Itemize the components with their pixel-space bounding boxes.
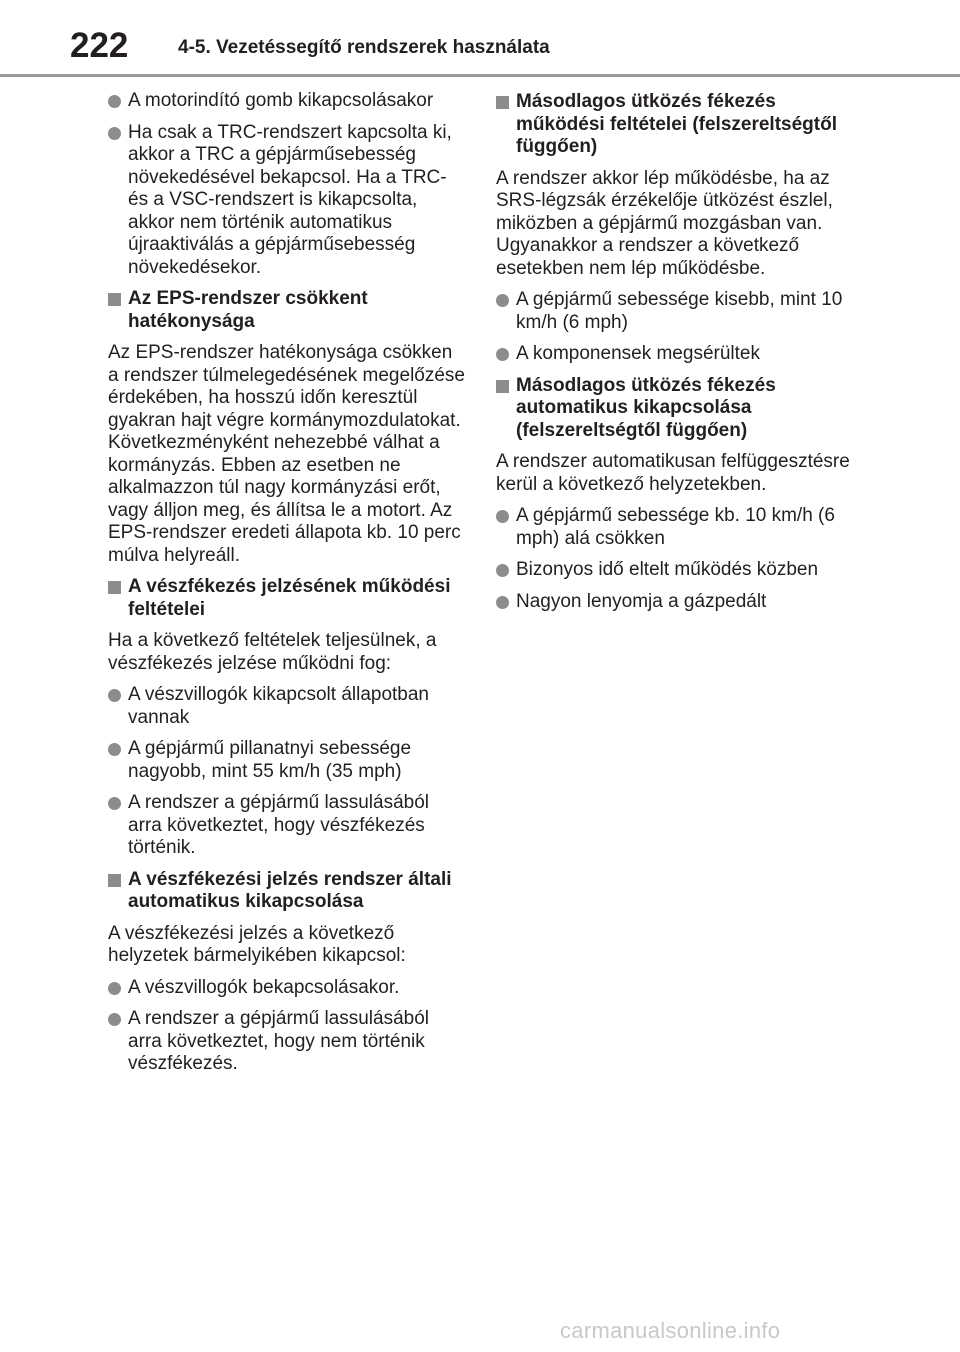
list-item: A gépjármű sebessége kisebb, mint 10 km/h (6 mph) bbox=[496, 289, 866, 334]
square-bullet-icon bbox=[108, 874, 121, 887]
list-item: A komponensek megsérültek bbox=[496, 343, 866, 366]
list-item: A motorindító gomb kikapcsolásakor bbox=[108, 90, 468, 113]
header-divider bbox=[0, 74, 960, 77]
paragraph: Az EPS-rendszer hatékonysága csökken a rendszer túlmelegedésének megelőzése érdekében, ha hosszú időn keresztül gyakran hajt végre kormánymozdulatokat. Következményként nehezebbé válhat a kormányzás. Ebben az esetben ne alkalmazzon túl nagy kormányzási erőt, vagy álljon meg, és állítsa le a motort. Az EPS-rendszer eredeti állapota kb. 10 perc múlva helyreáll. bbox=[108, 342, 465, 566]
bullet-circle-icon bbox=[496, 348, 509, 361]
bullet-circle-icon bbox=[496, 564, 509, 577]
paragraph: Ha a következő feltételek teljesülnek, a vészfékezés jelzése működni fog: bbox=[108, 630, 437, 674]
subsection-heading: Másodlagos ütközés fékezés működési feltételei (felszereltségtől függően) bbox=[496, 91, 866, 159]
page-number: 222 bbox=[70, 26, 129, 65]
list-item: Ha csak a TRC-rendszert kapcsolta ki, akkor a TRC a gépjárműsebesség növekedésével bekapcsol. Ha a TRC- és a VSC-rendszert is kikapcsolta, akkor nem történik automatikus újraaktiválás a gépjárműsebesség növekedésekor. bbox=[108, 122, 468, 280]
subsection-heading: Másodlagos ütközés fékezés automatikus kikapcsolása (felszereltségtől függően) bbox=[496, 375, 866, 443]
paragraph: Ugyanakkor a rendszer a következő esetekben nem lép működésbe. bbox=[496, 235, 800, 279]
bullet-circle-icon bbox=[108, 1013, 121, 1026]
right-column bbox=[496, 90, 866, 622]
watermark: carmanualsonline.info bbox=[560, 1318, 781, 1343]
list-item: A gépjármű sebessége kb. 10 km/h (6 mph) alá csökken bbox=[496, 505, 866, 550]
bullet-circle-icon bbox=[496, 596, 509, 609]
bullet-circle-icon bbox=[496, 510, 509, 523]
paragraph: A rendszer automatikusan felfüggesztésre kerül a következő helyzetekben. bbox=[496, 451, 850, 495]
subsection-heading: A vészfékezési jelzés rendszer általi automatikus kikapcsolása bbox=[108, 869, 468, 914]
page-header bbox=[0, 0, 960, 82]
section-title: 4-5. Vezetéssegítő rendszerek használata bbox=[178, 37, 550, 58]
square-bullet-icon bbox=[496, 96, 509, 109]
list-item: A vészvillogók kikapcsolt állapotban vannak bbox=[108, 684, 468, 729]
paragraph: A vészfékezési jelzés a következő helyzetek bármelyikében kikapcsol: bbox=[108, 922, 406, 966]
bullet-circle-icon bbox=[496, 294, 509, 307]
list-item: A rendszer a gépjármű lassulásából arra következtet, hogy nem történik vészfékezés. bbox=[108, 1008, 468, 1076]
square-bullet-icon bbox=[496, 380, 509, 393]
square-bullet-icon bbox=[108, 293, 121, 306]
bullet-circle-icon bbox=[108, 982, 121, 995]
bullet-circle-icon bbox=[108, 689, 121, 702]
list-item: A rendszer a gépjármű lassulásából arra következtet, hogy vészfékezés történik. bbox=[108, 792, 468, 860]
left-column bbox=[108, 90, 468, 1085]
bullet-circle-icon bbox=[108, 127, 121, 140]
subsection-heading: A vészfékezés jelzésének működési feltételei bbox=[108, 576, 468, 621]
list-item: A gépjármű pillanatnyi sebessége nagyobb, mint 55 km/h (35 mph) bbox=[108, 738, 468, 783]
bullet-circle-icon bbox=[108, 797, 121, 810]
subsection-heading: Az EPS-rendszer csökkent hatékonysága bbox=[108, 288, 468, 333]
paragraph: A rendszer akkor lép működésbe, ha az SRS-légzsák érzékelője ütközést észlel, miközben a gépjármű mozgásban van. bbox=[496, 167, 833, 234]
list-item: Bizonyos idő eltelt működés közben bbox=[496, 559, 866, 582]
list-item: A vészvillogók bekapcsolásakor. bbox=[108, 977, 468, 1000]
list-item: Nagyon lenyomja a gázpedált bbox=[496, 591, 866, 614]
square-bullet-icon bbox=[108, 581, 121, 594]
bullet-circle-icon bbox=[108, 95, 121, 108]
bullet-circle-icon bbox=[108, 743, 121, 756]
